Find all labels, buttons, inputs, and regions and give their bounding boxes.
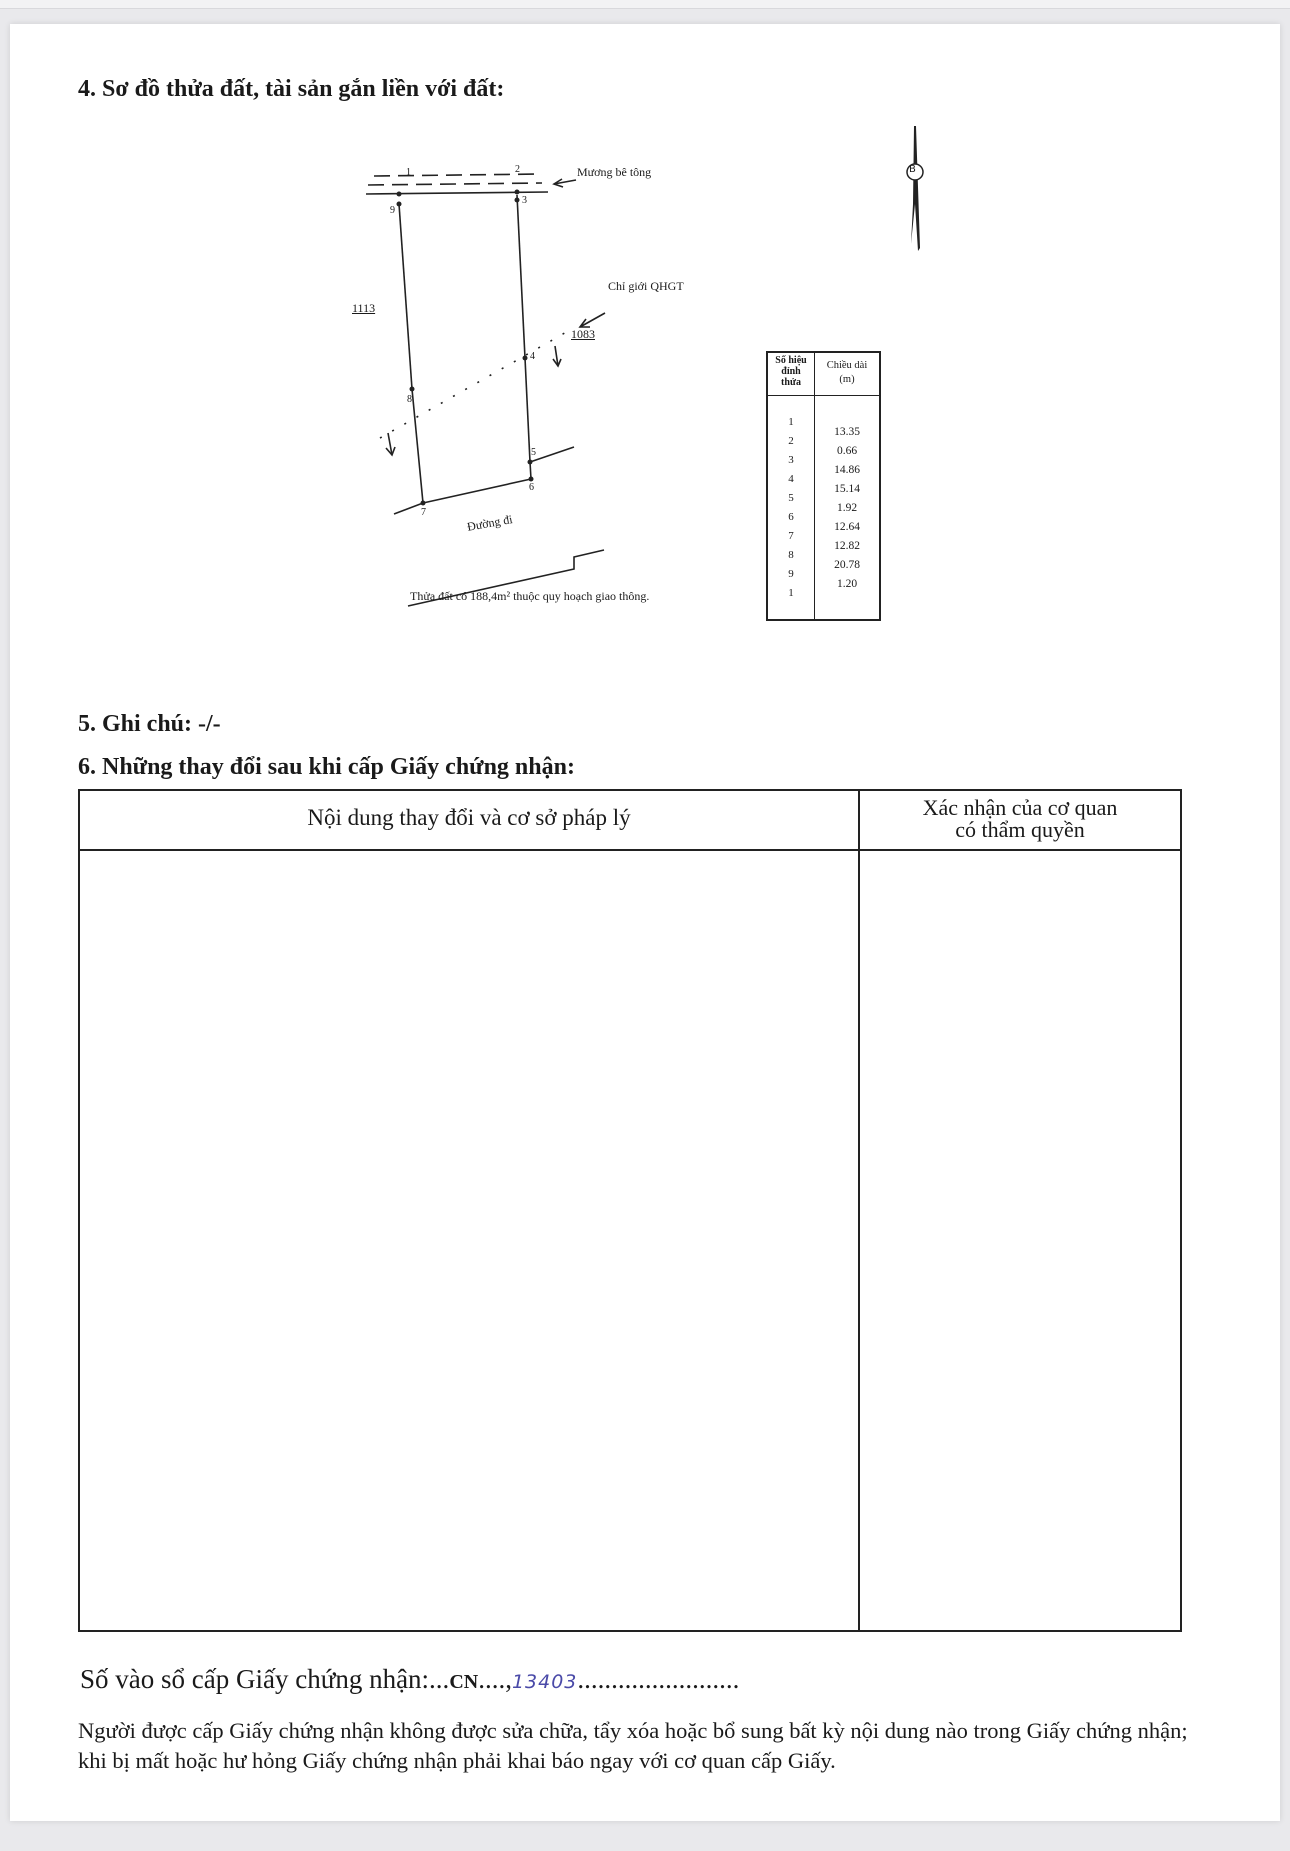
vertex-label-2: 2 (515, 164, 520, 175)
label-neighbor-left: 1113 (352, 301, 376, 315)
header-change-content: Nội dung thay đổi và cơ sở pháp lý (307, 805, 631, 830)
north-arrow-label: B (909, 164, 916, 175)
section-5-heading: 5. Ghi chú: -/- (78, 711, 221, 737)
changes-table (78, 789, 1182, 1632)
vertex-number-column: 1 2 3 4 5 6 7 8 9 1 (788, 416, 794, 599)
registry-prefix: CN (449, 1671, 479, 1693)
label-planning-boundary: Chỉ giới QHGT (608, 279, 684, 293)
north-arrow-icon (907, 126, 923, 251)
edge-length-column: 13.35 0.66 14.86 15.14 1.92 12.64 12.82 20.78 1.20 (834, 426, 860, 590)
section-6-heading: 6. Những thay đổi sau khi cấp Giấy chứng nhận: (78, 754, 575, 780)
label-canal: Mương bê tông (577, 165, 652, 179)
header-vertex-number: Số hiệu đỉnh thửa (775, 355, 807, 388)
vertex-label-4: 4 (530, 351, 535, 362)
label-road: Đường đi (466, 512, 514, 534)
registry-number-handwritten: 13403 (511, 1671, 578, 1693)
change-content-cell (80, 851, 858, 1630)
vertex-label-8: 8 (407, 394, 412, 405)
vertex-label-3: 3 (522, 195, 527, 206)
vertex-label-6: 6 (529, 482, 534, 493)
header-authority-confirmation: Xác nhận của cơ quan có thẩm quyền (922, 795, 1118, 842)
edge-length-table (766, 351, 881, 621)
section-4-heading: 4. Sơ đồ thửa đất, tài sản gắn liền với đất: (78, 76, 505, 102)
vertex-label-7: 7 (421, 507, 426, 518)
registry-number-line: Số vào sổ cấp Giấy chứng nhận:...CN....,13403........................ (80, 1664, 740, 1694)
header-length: Chiều dài (m) (826, 360, 868, 385)
authority-confirmation-cell (860, 851, 1180, 1630)
document-page (10, 24, 1280, 1821)
label-neighbor-right: 1083 (571, 327, 595, 341)
vertex-label-5: 5 (531, 447, 536, 458)
legal-notice: Người được cấp Giấy chứng nhận không được sửa chữa, tẩy xóa hoặc bổ sung bất kỳ nội dung nào trong Giấy chứng nhận; khi bị mất hoặc hư hỏng Giấy chứng nhận phải khai báo ngay với cơ quan cấp Giấy. (78, 1718, 1188, 1773)
table-divider (768, 395, 879, 396)
label-plot-note: Thửa đất có 188,4m² thuộc quy hoạch giao thông. (410, 589, 650, 603)
viewer-top-bar (0, 0, 1290, 9)
vertex-label-9: 9 (390, 205, 395, 216)
vertex-label-1: 1 (406, 167, 411, 178)
registry-label: Số vào sổ cấp Giấy chứng nhận:... (80, 1664, 450, 1694)
